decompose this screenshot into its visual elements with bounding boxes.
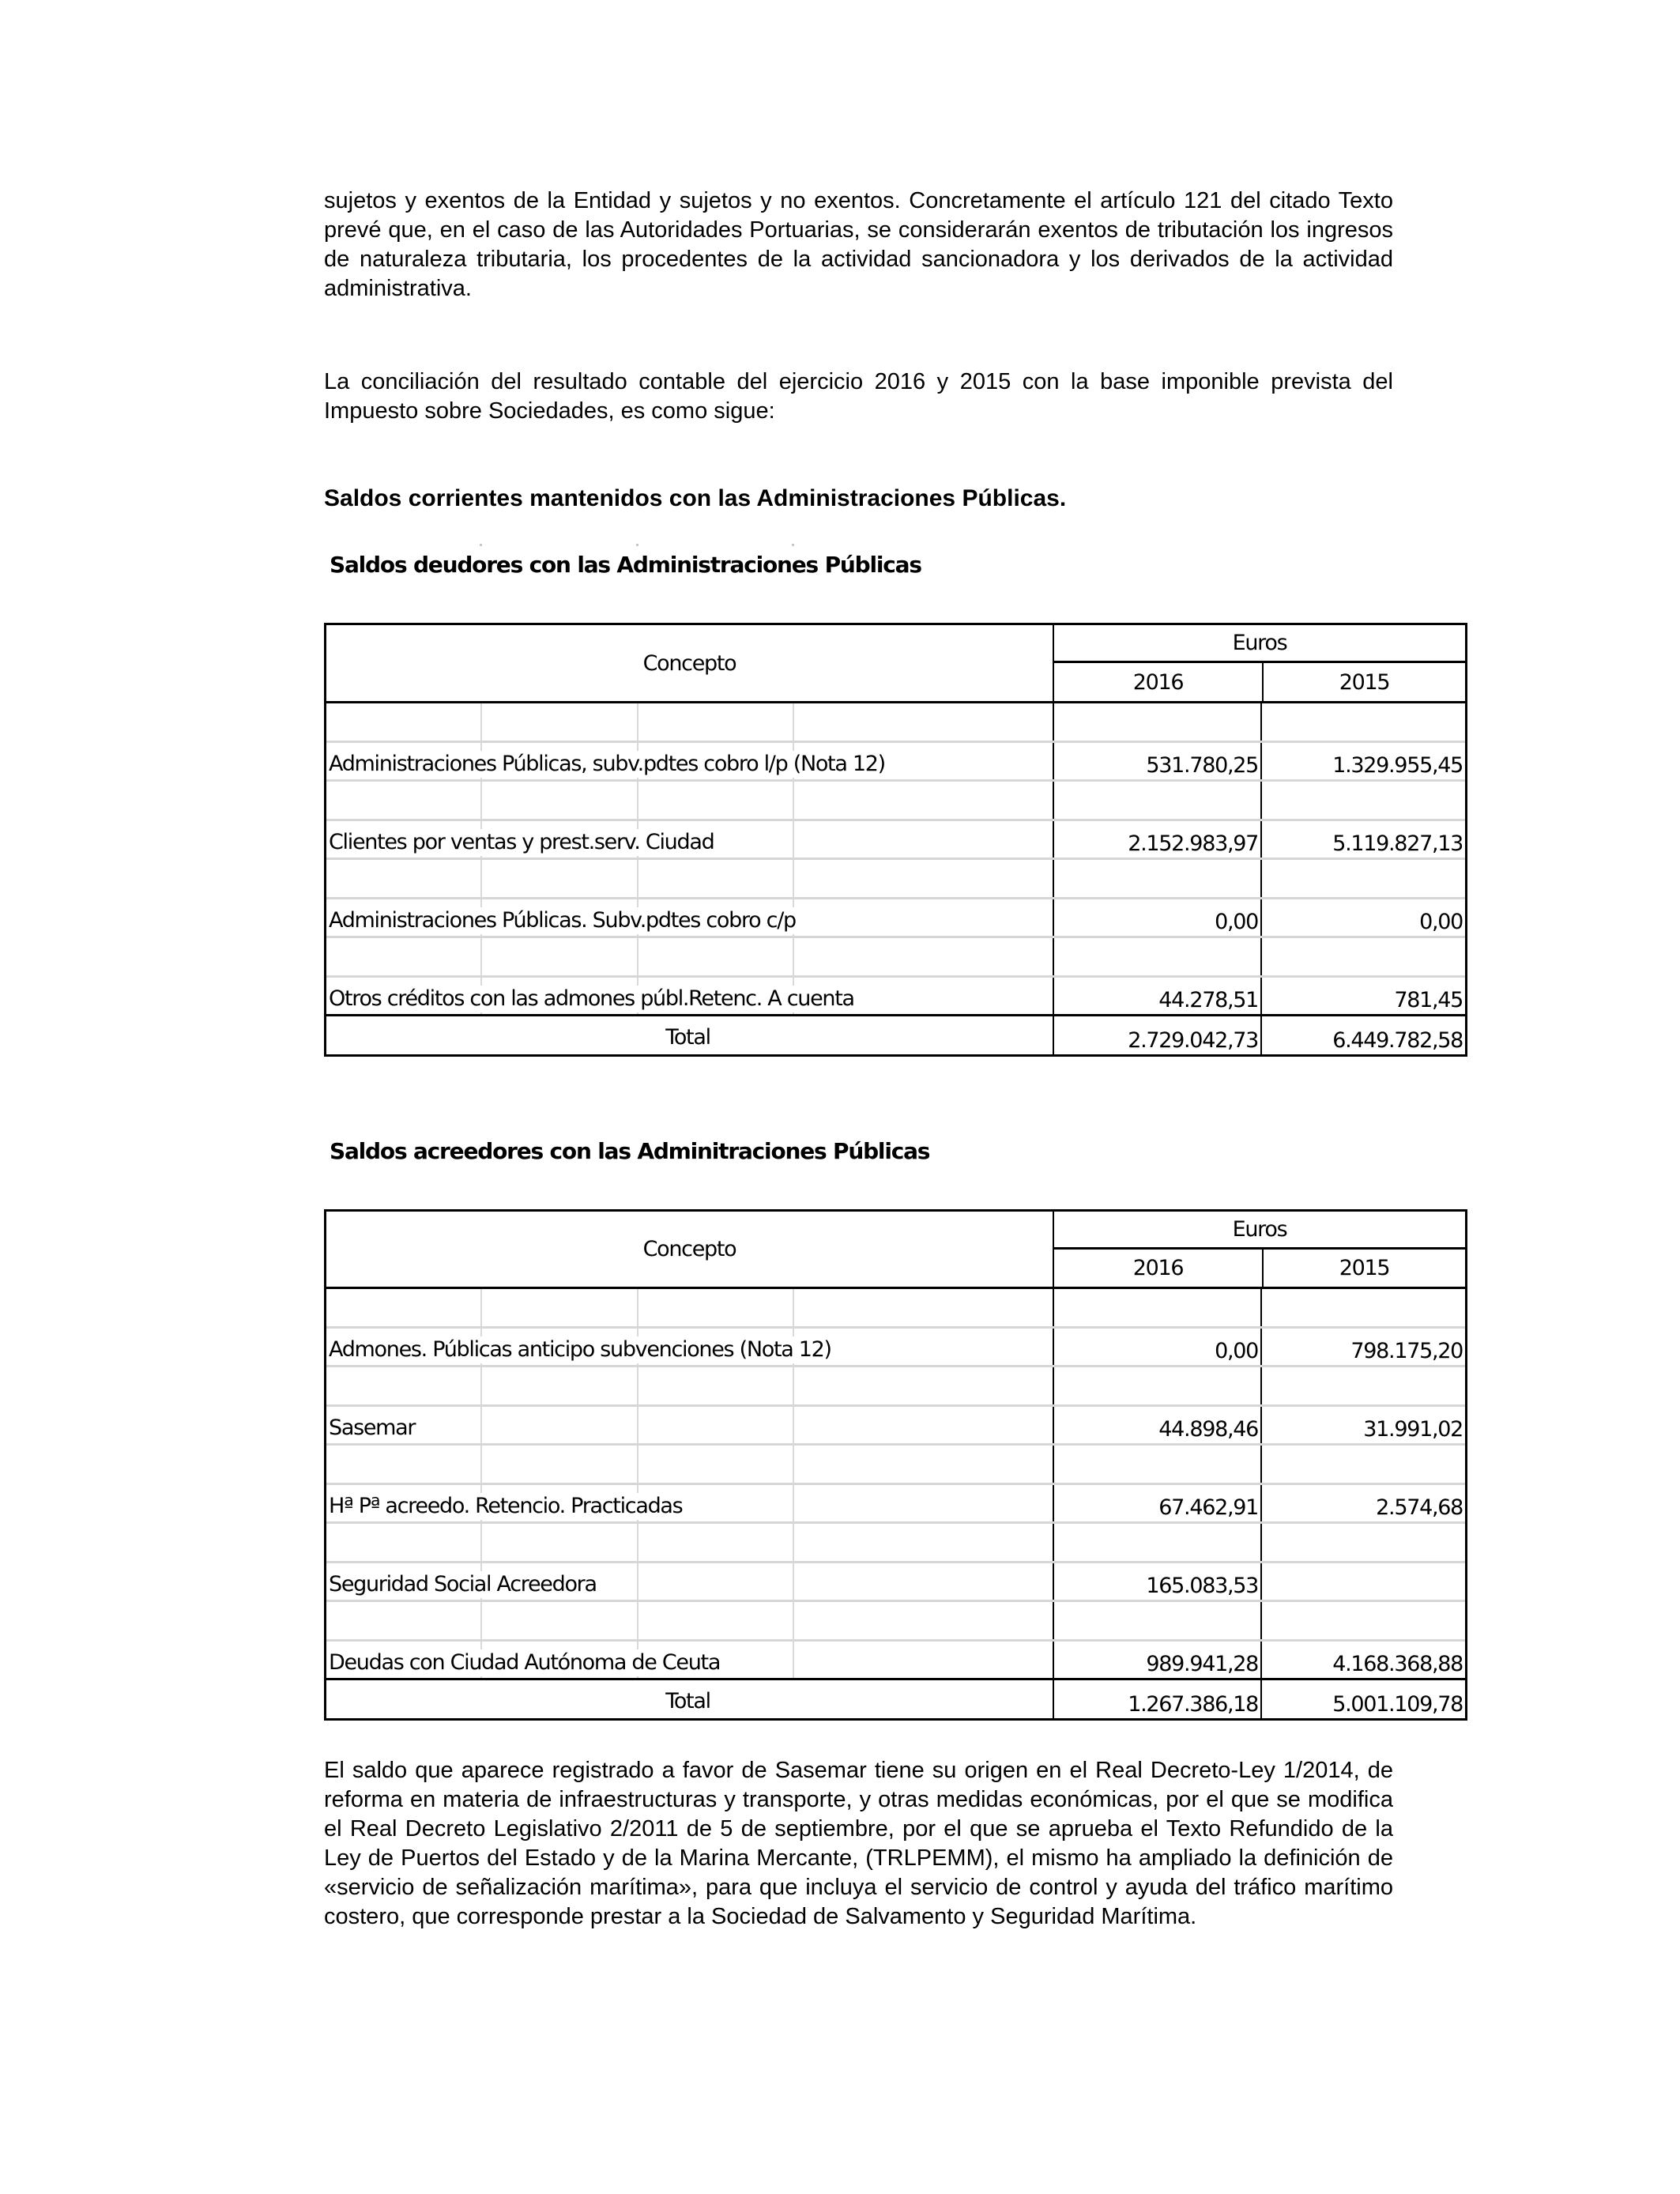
creditor-table-title: Saldos acreedores con las Adminitraciones Públicas <box>330 1138 930 1164</box>
row-value-2016: 0,00 <box>1054 1329 1262 1366</box>
header-year-2016: 2016 <box>1054 663 1264 701</box>
table-header <box>326 625 1465 703</box>
grid-artifact <box>480 544 482 546</box>
row-concept: Admones. Públicas anticipo subvenciones (Nota 12) <box>329 1336 834 1363</box>
debtor-table <box>324 623 1467 1057</box>
row-value-2016: 165.083,53 <box>1054 1563 1262 1600</box>
row-concept: Otros créditos con las admones públ.Retenc. A cuenta <box>329 986 857 1012</box>
table-header <box>326 1212 1465 1289</box>
table-row <box>326 1329 1465 1368</box>
row-concept: Deudas con Ciudad Autónoma de Ceuta <box>329 1649 723 1676</box>
total-row <box>326 1016 1465 1054</box>
row-value-2015: 5.119.827,13 <box>1332 831 1463 856</box>
table-row <box>326 1485 1465 1525</box>
spacer-row <box>326 860 1465 899</box>
total-2015: 6.449.782,58 <box>1332 1028 1463 1053</box>
row-value-2016: 0,00 <box>1054 899 1262 937</box>
row-concept: Administraciones Públicas. Subv.pdtes cobro c/p <box>329 907 799 934</box>
row-value-2015: 31.991,02 <box>1363 1417 1463 1442</box>
row-value-2016: 531.780,25 <box>1054 743 1262 780</box>
sasemar-paragraph: El saldo que aparece registrado a favor de Sasemar tiene su origen en el Real Decreto-Ley 1/2014, de reforma en materia de infraestructuras y transporte, y otras medidas económicas, por el que se modifica el Real Decreto Legislativo 2/2011 de 5 de septiembre, por el que se aprueba el Texto Refundido de la Ley de Puertos del Estado y de la Marina Mercante, (TRLPEMM), el mismo ha ampliado la definición de «servicio de señalización marítima», para que incluya el servicio de control y ayuda del tráfico marítimo costero, que corresponde prestar a la Sociedad de Salvamento y Seguridad Marítima. <box>324 1758 1393 1929</box>
total-label: Total <box>665 1689 710 1713</box>
spacer-row <box>326 703 1465 743</box>
conciliation-paragraph: La conciliación del resultado contable del ejercicio 2016 y 2015 con la base imponible prevista del Impuesto sobre Sociedades, es como sigue: <box>324 369 1393 424</box>
spacer-row <box>326 782 1465 821</box>
table-row <box>326 899 1465 939</box>
total-2015: 5.001.109,78 <box>1332 1692 1463 1717</box>
row-value-2016: 44.278,51 <box>1054 978 1262 1015</box>
table-row <box>326 1407 1465 1446</box>
header-concept: Concepto <box>326 1212 1054 1287</box>
row-value-2015 <box>1264 1563 1465 1600</box>
spacer-row <box>326 1602 1465 1642</box>
header-year-2015: 2015 <box>1339 1256 1390 1280</box>
table-row <box>326 1563 1465 1603</box>
row-concept: Sasemar <box>329 1415 418 1442</box>
row-concept: Administraciones Públicas, subv.pdtes cobro l/p (Nota 12) <box>329 751 888 778</box>
table-row <box>326 978 1465 1017</box>
row-value-2016: 2.152.983,97 <box>1054 821 1262 858</box>
row-value-2015: 0,00 <box>1419 910 1463 934</box>
row-value-2016: 44.898,46 <box>1054 1407 1262 1444</box>
header-currency: Euros <box>1054 1212 1465 1250</box>
row-concept: Hª Pª acreedo. Retencio. Practicadas <box>329 1493 685 1520</box>
row-value-2016: 67.462,91 <box>1054 1485 1262 1522</box>
spacer-row <box>326 1446 1465 1485</box>
intro-paragraph: sujetos y exentos de la Entidad y sujetos y no exentos. Concretamente el artículo 121 del citado Texto prevé que, en el caso de las Autoridades Portuarias, se considerarán exentos de tributación los ingresos de naturaleza tributaria, los procedentes de la actividad sancionadora y los derivados de la actividad administrativa. <box>324 188 1393 301</box>
spacer-row <box>326 1289 1465 1329</box>
creditor-table <box>324 1209 1467 1721</box>
total-label: Total <box>665 1025 710 1050</box>
header-currency: Euros <box>1054 625 1465 663</box>
table-row <box>326 821 1465 861</box>
spacer-row <box>326 1524 1465 1563</box>
section-heading: Saldos corrientes mantenidos con las Administraciones Públicas. <box>324 485 1067 511</box>
grid-artifact <box>792 544 794 546</box>
header-year-2015: 2015 <box>1339 669 1390 695</box>
header-concept: Concepto <box>326 625 1054 701</box>
spacer-row <box>326 1367 1465 1407</box>
row-value-2016: 989.941,28 <box>1054 1642 1262 1679</box>
row-value-2015: 781,45 <box>1394 988 1463 1012</box>
grid-artifact <box>636 544 638 546</box>
total-row <box>326 1680 1465 1718</box>
row-value-2015: 4.168.368,88 <box>1332 1652 1463 1676</box>
row-value-2015: 1.329.955,45 <box>1332 753 1463 778</box>
table-row <box>326 1642 1465 1681</box>
total-2016: 2.729.042,73 <box>1054 1016 1262 1054</box>
total-2016: 1.267.386,18 <box>1054 1680 1262 1718</box>
debtor-table-title: Saldos deudores con las Administraciones Públicas <box>330 552 921 578</box>
row-concept: Clientes por ventas y prest.serv. Ciudad <box>329 829 717 856</box>
table-row <box>326 743 1465 782</box>
spacer-row <box>326 938 1465 978</box>
row-value-2015: 798.175,20 <box>1350 1339 1463 1363</box>
header-year-2016: 2016 <box>1054 1250 1264 1287</box>
row-value-2015: 2.574,68 <box>1376 1495 1463 1520</box>
row-concept: Seguridad Social Acreedora <box>329 1571 600 1598</box>
